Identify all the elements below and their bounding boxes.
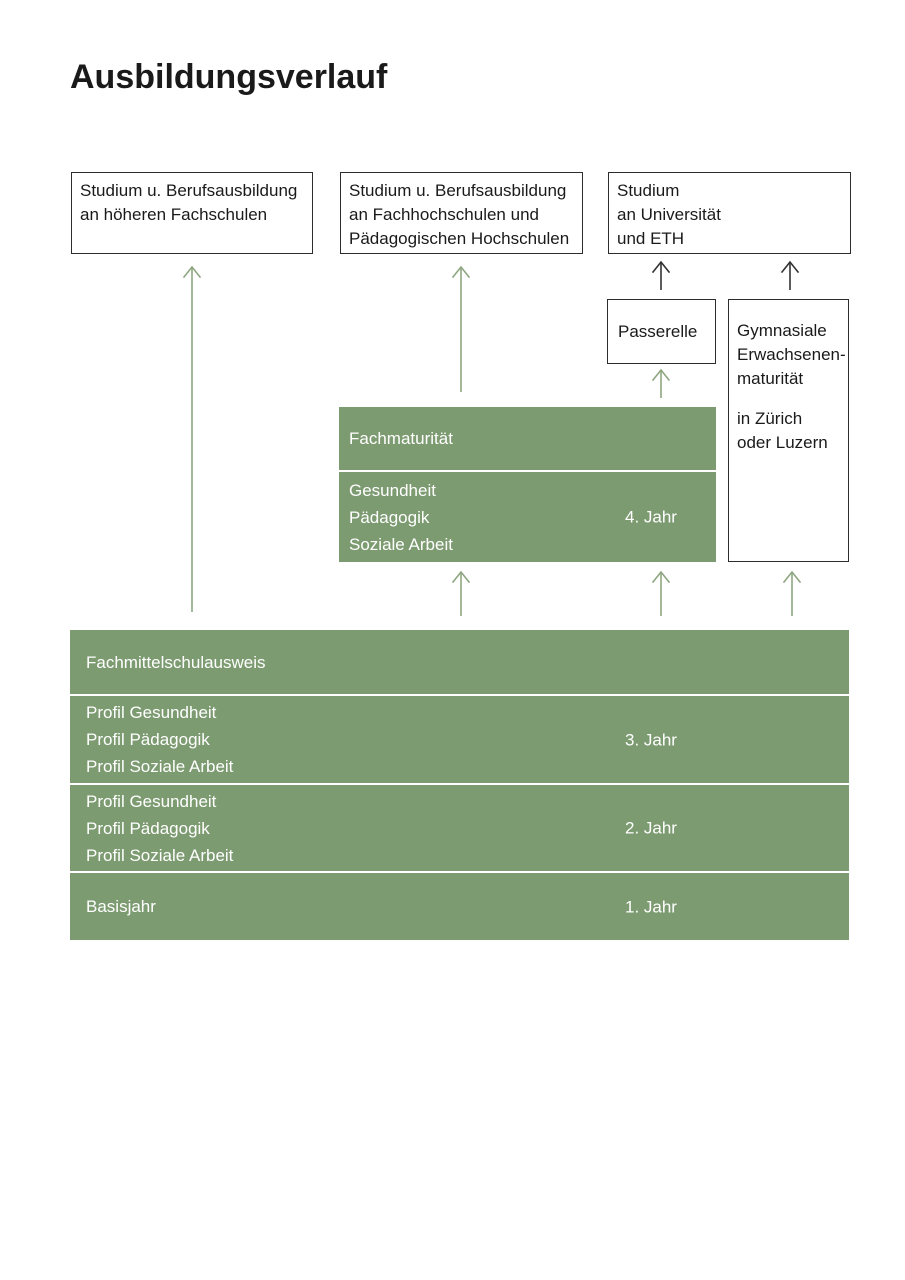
jahr-1-row — [70, 873, 849, 940]
box-text-line: Studium — [617, 181, 680, 200]
year-label: 3. Jahr — [625, 730, 677, 749]
profil-label: Profil Soziale Arbeit — [86, 845, 234, 865]
fachmaturitaet-subject: Gesundheit — [349, 480, 436, 500]
profil-label: Profil Gesundheit — [86, 791, 217, 811]
basisjahr-label: Basisjahr — [86, 897, 156, 916]
box-text-line: Gymnasiale — [737, 321, 827, 340]
up-arrow-icon — [781, 570, 803, 616]
fachmaturitaet-subject: Pädagogik — [349, 507, 430, 527]
box-universitaet-eth — [608, 172, 851, 254]
profil-label: Profil Pädagogik — [86, 818, 210, 838]
box-text-line: maturität — [737, 369, 804, 388]
up-arrow-icon — [650, 368, 672, 398]
box-text-line: in Zürich — [737, 409, 803, 428]
up-arrow-icon — [450, 265, 472, 392]
profil-label: Profil Soziale Arbeit — [86, 757, 234, 776]
box-fachhochschulen — [340, 172, 583, 254]
year-label: 1. Jahr — [625, 897, 677, 916]
box-text-line: Studium u. Berufsausbildung — [80, 181, 298, 200]
box-passerelle — [607, 299, 716, 364]
fachmaturitaet-subject: Soziale Arbeit — [349, 534, 453, 554]
box-text-line: Studium u. Berufsausbildung — [349, 181, 567, 200]
box-text-line: oder Luzern — [737, 433, 828, 452]
passerelle-label: Passerelle — [618, 321, 698, 341]
fachmaturitaet-header: Fachmaturität — [349, 429, 453, 448]
box-text-line: und ETH — [617, 229, 685, 248]
jahr-3-row — [70, 696, 849, 783]
up-arrow-icon — [650, 260, 672, 290]
box-text-line: Pädagogischen Hochschulen — [349, 229, 570, 248]
box-text-line: an höheren Fachschulen — [80, 205, 268, 224]
page-title: Ausbildungsverlauf — [70, 58, 388, 96]
up-arrow-icon — [779, 260, 801, 290]
up-arrow-icon — [450, 570, 472, 616]
box-hoehere-fachschulen — [71, 172, 313, 254]
profil-label: Profil Gesundheit — [86, 703, 217, 722]
box-text-line: an Fachhochschulen und — [349, 205, 539, 224]
year-label: 2. Jahr — [625, 818, 677, 838]
fachmittelschulausweis-header: Fachmittelschulausweis — [86, 652, 266, 672]
profil-label: Profil Pädagogik — [86, 730, 210, 749]
box-text-line: an Universität — [617, 205, 721, 224]
up-arrow-icon — [181, 265, 203, 612]
box-fachmaturitaet — [339, 407, 716, 562]
up-arrow-icon — [650, 570, 672, 616]
box-gymnasiale-erwachsenenmaturitaet — [728, 299, 849, 562]
year-label: 4. Jahr — [625, 507, 677, 527]
block-fachmittelschule — [70, 630, 849, 940]
box-text-line: Erwachsenen- — [737, 345, 846, 364]
jahr-2-row — [70, 785, 849, 871]
